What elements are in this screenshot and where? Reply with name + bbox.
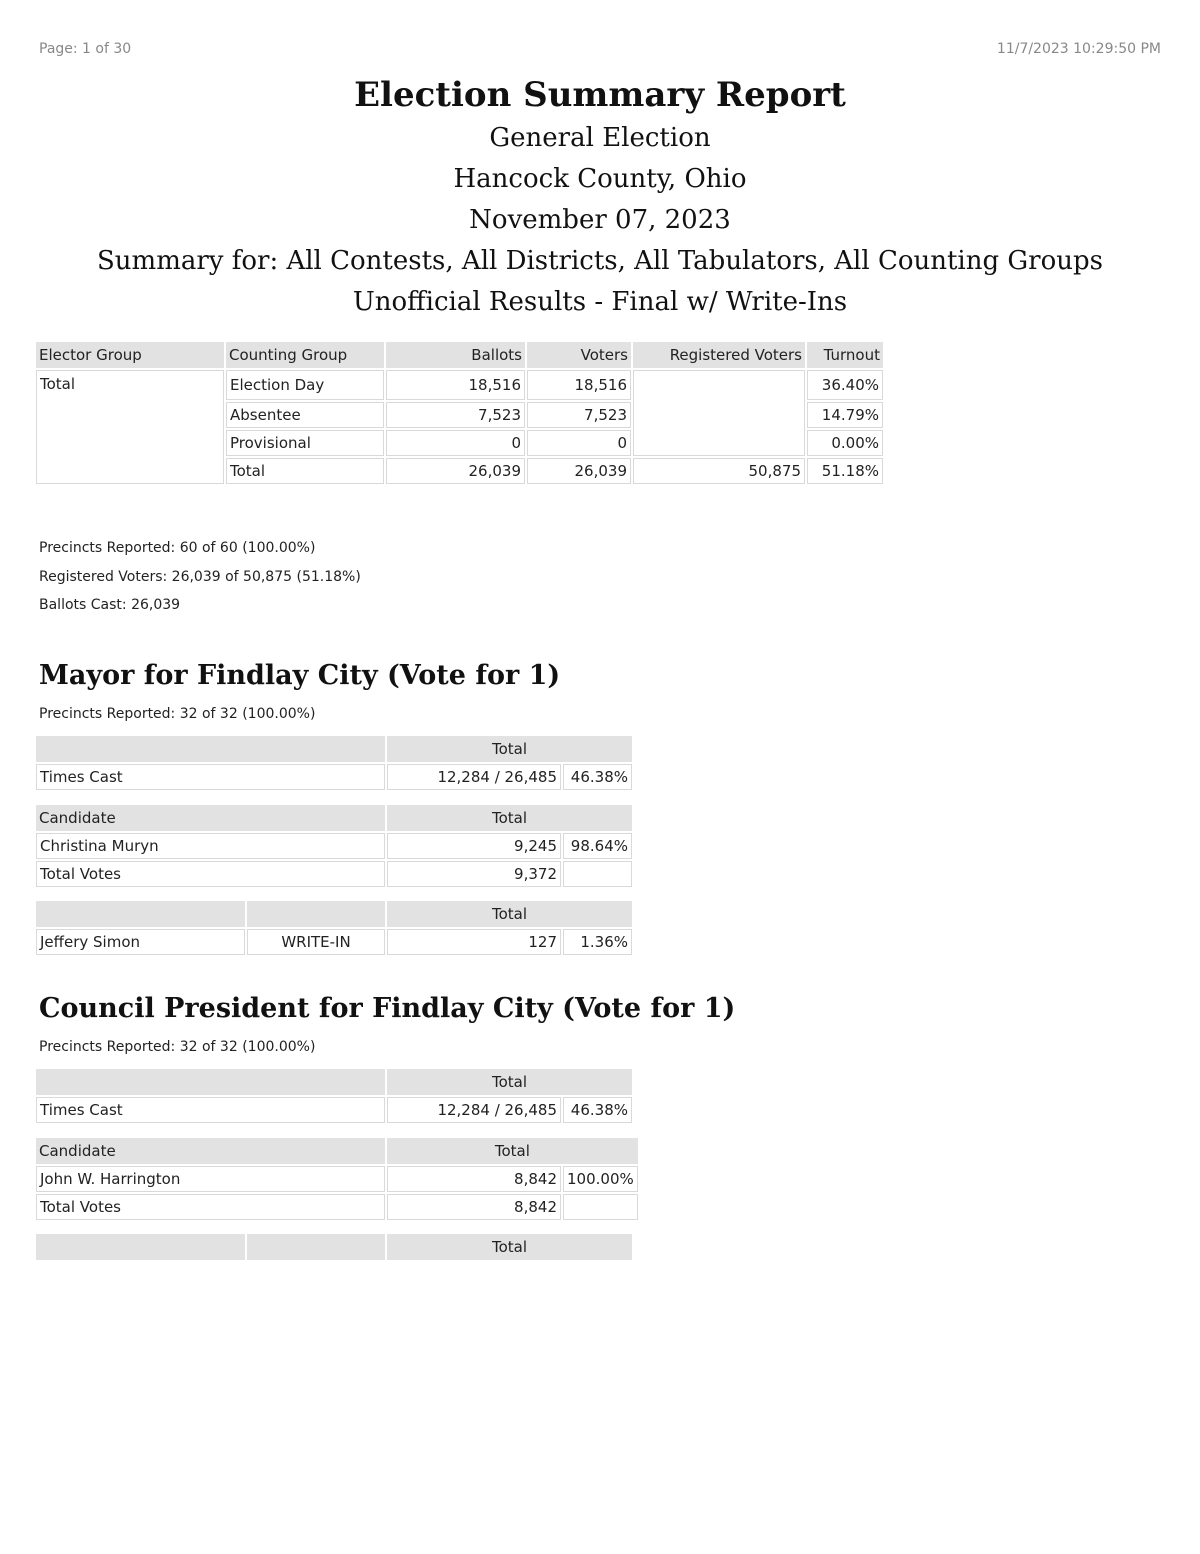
ballots-cell: 0 (386, 430, 525, 456)
report-header (0, 72, 1200, 323)
times-cast-table (34, 734, 634, 792)
table-row (36, 1194, 638, 1220)
candidate-name: John W. Harrington (36, 1166, 385, 1192)
counting-group-cell: Absentee (226, 402, 384, 428)
total-header: Total (387, 805, 632, 831)
blank-header (247, 901, 385, 927)
table-header-row (36, 342, 883, 368)
candidate-votes: 8,842 (387, 1166, 561, 1192)
table-header-row (36, 736, 632, 762)
times-cast-value: 12,284 / 26,485 (387, 1097, 561, 1123)
blank-header (36, 1069, 385, 1095)
write-in-name: Jeffery Simon (36, 929, 245, 955)
page-number: Page: 1 of 30 (39, 41, 132, 57)
results-status: Unofficial Results - Final w/ Write-Ins (352, 287, 848, 317)
total-votes-value: 9,372 (387, 861, 561, 887)
times-cast-label: Times Cast (36, 764, 385, 790)
table-row (36, 861, 632, 887)
ballots-cell: 7,523 (386, 402, 525, 428)
column-header: Counting Group (226, 342, 384, 368)
total-votes-label: Total Votes (36, 1194, 385, 1220)
total-header: Total (387, 1069, 632, 1095)
turnout-table (34, 340, 885, 486)
candidate-header: Candidate (36, 805, 385, 831)
turnout-cell: 14.79% (807, 402, 883, 428)
registered-cell (633, 370, 805, 456)
race-title-mayor: Mayor for Findlay City (Vote for 1) (39, 660, 561, 691)
times-cast-table (34, 1067, 634, 1125)
table-row (36, 370, 883, 400)
column-header: Ballots (386, 342, 525, 368)
table-header-row (36, 1234, 632, 1260)
summary-scope: Summary for: All Contests, All Districts, All Tabulators, All Counting Groups (96, 246, 1103, 276)
total-votes-pct (563, 1194, 638, 1220)
write-in-pct: 1.36% (563, 929, 632, 955)
turnout-cell: 36.40% (807, 370, 883, 400)
election-name: General Election (489, 123, 711, 153)
candidate-table (34, 1136, 640, 1222)
candidate-name: Christina Muryn (36, 833, 385, 859)
precincts-reported: Precincts Reported: 60 of 60 (100.00%) (39, 540, 316, 556)
race-precincts: Precincts Reported: 32 of 32 (100.00%) (39, 706, 316, 722)
column-header: Registered Voters (633, 342, 805, 368)
total-header: Total (387, 736, 632, 762)
column-header: Voters (527, 342, 631, 368)
write-in-table (34, 1232, 634, 1262)
total-votes-label: Total Votes (36, 861, 385, 887)
table-row (36, 929, 632, 955)
voters-cell: 0 (527, 430, 631, 456)
candidate-header: Candidate (36, 1138, 385, 1164)
race-precincts: Precincts Reported: 32 of 32 (100.00%) (39, 1039, 316, 1055)
times-cast-pct: 46.38% (563, 764, 632, 790)
counting-group-cell: Provisional (226, 430, 384, 456)
table-row (36, 1097, 632, 1123)
ballots-cell: 26,039 (386, 458, 525, 484)
blank-header (247, 1234, 385, 1260)
table-row (36, 764, 632, 790)
write-in-votes: 127 (387, 929, 561, 955)
candidate-table (34, 803, 634, 889)
candidate-pct: 100.00% (563, 1166, 638, 1192)
ballots-cast-stat: Ballots Cast: 26,039 (39, 597, 181, 613)
column-header: Turnout (807, 342, 883, 368)
voters-cell: 26,039 (527, 458, 631, 484)
turnout-cell: 0.00% (807, 430, 883, 456)
voters-cell: 18,516 (527, 370, 631, 400)
registered-voters-stat: Registered Voters: 26,039 of 50,875 (51.18%) (39, 569, 361, 585)
write-in-table (34, 899, 634, 957)
times-cast-pct: 46.38% (563, 1097, 632, 1123)
report-timestamp: 11/7/2023 10:29:50 PM (996, 41, 1161, 57)
table-header-row (36, 805, 632, 831)
report-title: Election Summary Report (354, 75, 846, 115)
elector-group-cell: Total (36, 370, 224, 484)
candidate-votes: 9,245 (387, 833, 561, 859)
table-header-row (36, 901, 632, 927)
blank-header (36, 736, 385, 762)
counting-group-cell: Total (226, 458, 384, 484)
times-cast-label: Times Cast (36, 1097, 385, 1123)
table-row (36, 833, 632, 859)
total-header: Total (387, 901, 632, 927)
registered-cell: 50,875 (633, 458, 805, 484)
table-row (36, 1166, 638, 1192)
total-header: Total (387, 1138, 638, 1164)
voters-cell: 7,523 (527, 402, 631, 428)
blank-header (36, 901, 245, 927)
turnout-cell: 51.18% (807, 458, 883, 484)
table-header-row (36, 1069, 632, 1095)
column-header: Elector Group (36, 342, 224, 368)
blank-header (36, 1234, 245, 1260)
race-title-council-president: Council President for Findlay City (Vote for 1) (39, 993, 736, 1024)
county-name: Hancock County, Ohio (453, 164, 747, 194)
candidate-pct: 98.64% (563, 833, 632, 859)
ballots-cell: 18,516 (386, 370, 525, 400)
total-votes-pct (563, 861, 632, 887)
write-in-tag: WRITE-IN (247, 929, 385, 955)
election-date: November 07, 2023 (469, 205, 731, 235)
times-cast-value: 12,284 / 26,485 (387, 764, 561, 790)
table-header-row (36, 1138, 638, 1164)
total-votes-value: 8,842 (387, 1194, 561, 1220)
counting-group-cell: Election Day (226, 370, 384, 400)
total-header: Total (387, 1234, 632, 1260)
